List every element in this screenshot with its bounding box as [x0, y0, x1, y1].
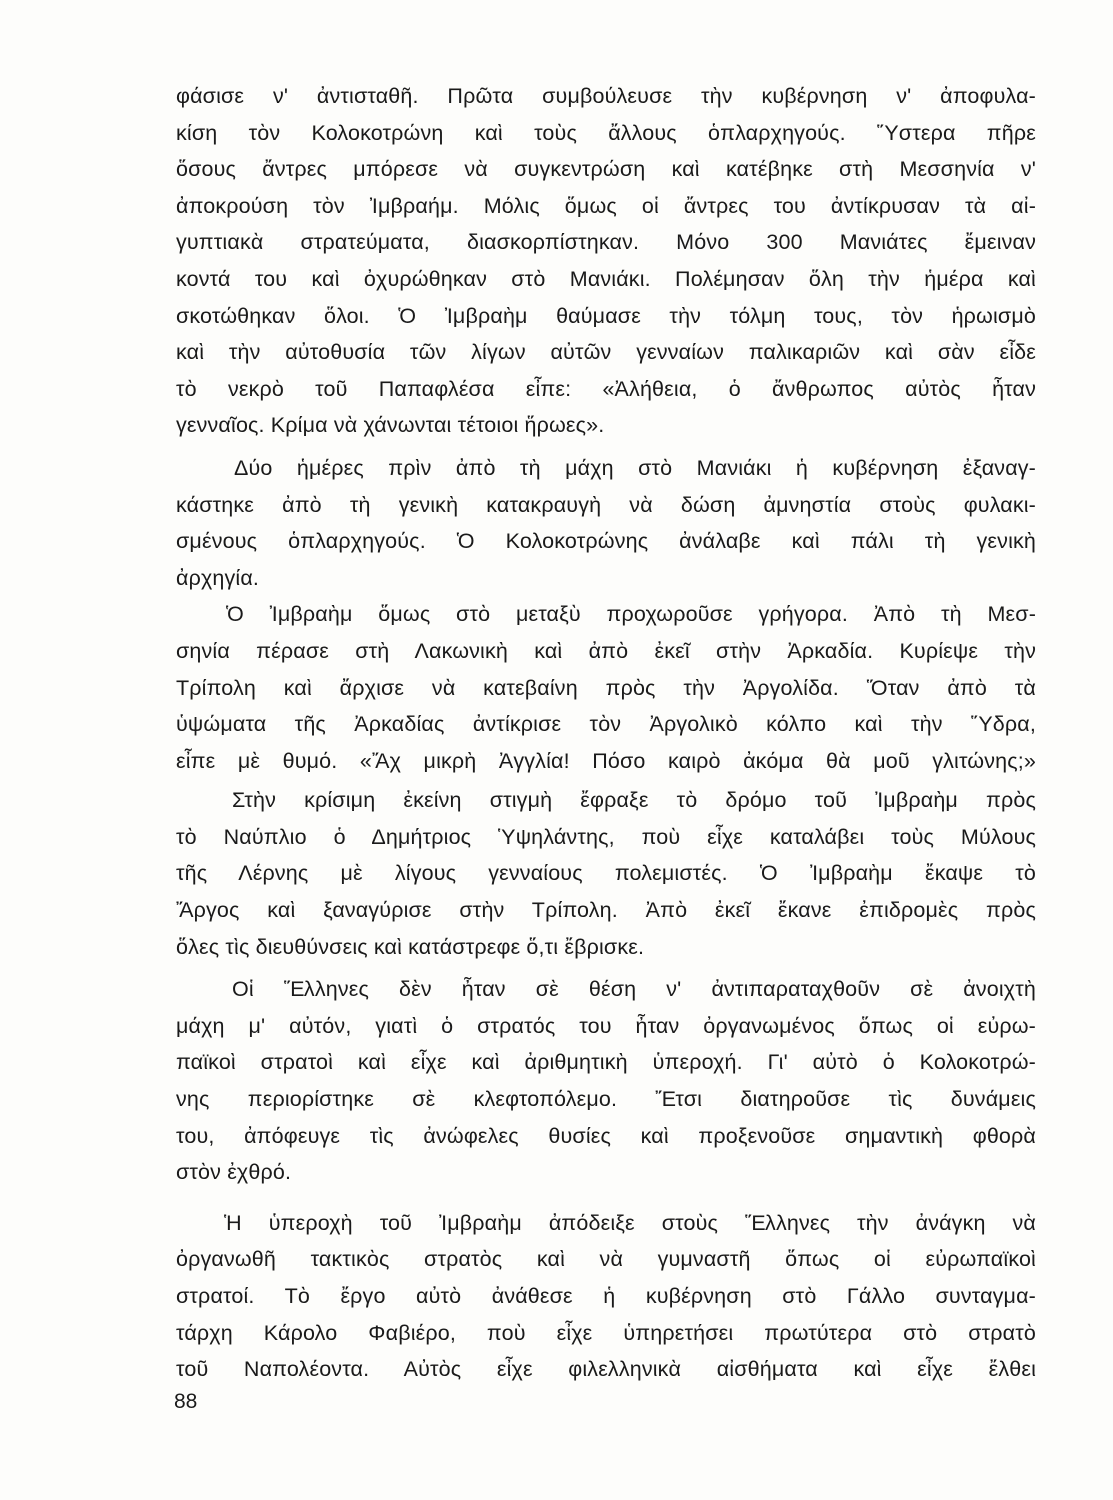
- text-line: τῆς Λέρνης μὲ λίγους γενναίους πολεμιστές. Ὁ Ἰμβραὴμ ἔκαψε τὸ: [176, 861, 1036, 886]
- text-line: τὸ Ναύπλιο ὁ Δημήτριος Ὑψηλάντης, ποὺ εἶχε καταλάβει τοὺς Μύλους: [176, 824, 1036, 849]
- paragraph: [176, 450, 1036, 596]
- text-line: ἀποκρούση τὸν Ἰμβραήμ. Μόλις ὅμως οἱ ἄντρες του ἀντίκρυσαν τὰ αἰ-: [176, 193, 1036, 218]
- text-line: Ὁ Ἰμβραὴμ ὅμως στὸ μεταξὺ προχωροῦσε γρήγορα. Ἀπὸ τὴ Μεσ-: [226, 602, 1036, 627]
- text-line: Δύο ἡμέρες πρὶν ἀπὸ τὴ μάχη στὸ Μανιάκι ἡ κυβέρνηση ἐξαναγ-: [234, 455, 1036, 480]
- text-line: φάσισε ν' ἀντισταθῆ. Πρῶτα συμβούλευσε τὴν κυβέρνηση ν' ἀποφυλα-: [176, 84, 1036, 108]
- text-line: ὑψώματα τῆς Ἀρκαδίας ἀντίκρισε τὸν Ἀργολικὸ κόλπο καὶ τὴν Ὕδρα,: [176, 712, 1036, 737]
- text-line: ὀργανωθῆ τακτικὸς στρατὸς καὶ νὰ γυμναστῆ ὅπως οἱ εὐρωπαϊκοὶ: [176, 1247, 1036, 1272]
- paragraph: [176, 1205, 1036, 1388]
- text-line: σμένους ὁπλαρχηγούς. Ὁ Κολοκοτρώνης ἀνάλαβε καὶ πάλι τὴ γενικὴ: [176, 529, 1036, 554]
- text-line: τοῦ Ναπολέοντα. Αὐτὸς εἶχε φιλελληνικὰ αἰσθήματα καὶ εἶχε ἔλθει: [176, 1357, 1036, 1382]
- paragraph: [176, 596, 1036, 779]
- text-line: ὅσους ἄντρες μπόρεσε νὰ συγκεντρώση καὶ κατέβηκε στὴ Μεσσηνία ν': [176, 157, 1036, 182]
- text-line: Στὴν κρίσιμη ἐκείνη στιγμὴ ἔφραξε τὸ δρόμο τοῦ Ἰμβραὴμ πρὸς: [232, 788, 1036, 813]
- paragraph: [176, 782, 1036, 965]
- text-line: στὸν ἐχθρό.: [176, 1160, 292, 1185]
- paragraph: [176, 971, 1036, 1191]
- text-line: εἶπε μὲ θυμό. «Ἄχ μικρὴ Ἀγγλία! Πόσο καιρὸ ἀκόμα θὰ μοῦ γλιτώνης;»: [176, 748, 1036, 773]
- text-line: κοντά του καὶ ὀχυρώθηκαν στὸ Μανιάκι. Πολέμησαν ὅλη τὴν ἡμέρα καὶ: [176, 266, 1036, 291]
- text-line: κάστηκε ἀπὸ τὴ γενικὴ κατακραυγὴ νὰ δώση ἀμνηστία στοὺς φυλακι-: [176, 492, 1036, 517]
- text-line: νης περιορίστηκε σὲ κλεφτοπόλεμο. Ἔτσι διατηροῦσε τὶς δυνάμεις: [176, 1087, 1036, 1112]
- text-line: Ἡ ὑπεροχὴ τοῦ Ἰμβραὴμ ἀπόδειξε στοὺς Ἕλληνες τὴν ἀνάγκη νὰ: [224, 1210, 1036, 1235]
- text-line: καὶ τὴν αὐτοθυσία τῶν λίγων αὐτῶν γενναίων παλικαριῶν καὶ σὰν εἶδε: [176, 340, 1036, 365]
- text-line: ἀρχηγία.: [176, 565, 260, 590]
- body-text: [176, 78, 1036, 1388]
- paragraph: [176, 78, 1036, 444]
- page-number: 88: [174, 1390, 198, 1413]
- text-line: γυπτιακὰ στρατεύματα, διασκορπίστηκαν. Μόνο 300 Μανιάτες ἔμειναν: [176, 230, 1036, 255]
- text-line: παϊκοὶ στρατοὶ καὶ εἶχε καὶ ἀριθμητικὴ ὑπεροχή. Γι' αὐτὸ ὁ Κολοκοτρώ-: [176, 1050, 1036, 1075]
- text-line: του, ἀπόφευγε τὶς ἀνώφελες θυσίες καὶ προξενοῦσε σημαντικὴ φθορὰ: [176, 1123, 1036, 1148]
- text-line: στρατοί. Τὸ ἔργο αὐτὸ ἀνάθεσε ἡ κυβέρνηση στὸ Γάλλο συνταγμα-: [176, 1284, 1036, 1308]
- text-line: σκοτώθηκαν ὅλοι. Ὁ Ἰμβραὴμ θαύμασε τὴν τόλμη τους, τὸν ἡρωισμὸ: [176, 303, 1036, 328]
- text-line: σηνία πέρασε στὴ Λακωνικὴ καὶ ἀπὸ ἐκεῖ στὴν Ἀρκαδία. Κυρίεψε τὴν: [176, 638, 1036, 663]
- text-line: κίση τὸν Κολοκοτρώνη καὶ τοὺς ἄλλους ὁπλαρχηγούς. Ὕστερα πῆρε: [176, 120, 1036, 145]
- text-line: Τρίπολη καὶ ἄρχισε νὰ κατεβαίνη πρὸς τὴν Ἀργολίδα. Ὅταν ἀπὸ τὰ: [176, 675, 1036, 700]
- text-line: τὸ νεκρὸ τοῦ Παπαφλέσα εἶπε: «Ἀλήθεια, ὁ ἄνθρωπος αὐτὸς ἦταν: [176, 376, 1036, 401]
- text-line: τάρχη Κάρολο Φαβιέρο, ποὺ εἶχε ὑπηρετήσει πρωτύτερα στὸ στρατὸ: [176, 1320, 1036, 1345]
- text-line: ὅλες τὶς διευθύνσεις καὶ κατάστρεφε ὅ,τι ἔβρισκε.: [176, 934, 645, 959]
- text-line: Οἱ Ἕλληνες δὲν ἦταν σὲ θέση ν' ἀντιπαραταχθοῦν σὲ ἀνοιχτὴ: [232, 977, 1036, 1002]
- text-line: Ἄργος καὶ ξαναγύρισε στὴν Τρίπολη. Ἀπὸ ἐκεῖ ἔκανε ἐπιδρομὲς πρὸς: [176, 898, 1036, 923]
- text-line: γενναῖος. Κρίμα νὰ χάνωνται τέτοιοι ἥρωες».: [176, 413, 605, 438]
- text-line: μάχη μ' αὐτόν, γιατὶ ὁ στρατός του ἦταν ὀργανωμένος ὅπως οἱ εὐρω-: [176, 1013, 1036, 1038]
